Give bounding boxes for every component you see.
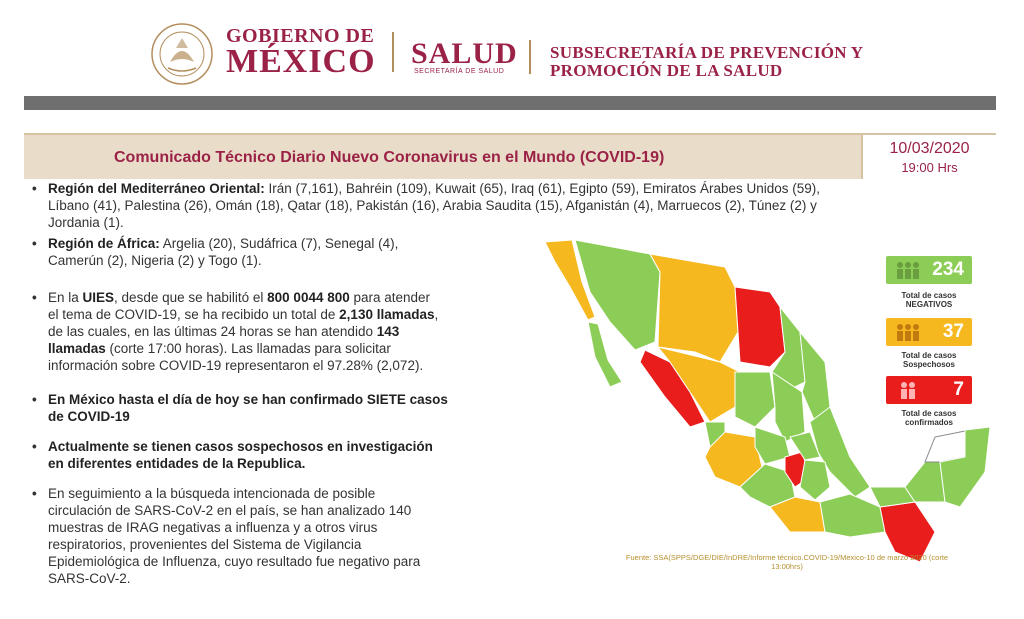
divider (529, 40, 531, 74)
state-puebla (800, 460, 830, 500)
page-title: Comunicado Técnico Diario Nuevo Coronavirus en el Mundo (COVID-19) (114, 149, 665, 166)
confirmados-badge (886, 376, 972, 404)
sospechosos-count: 37 (942, 321, 964, 342)
state-zacatecas (735, 372, 775, 427)
date-box (861, 133, 996, 179)
report-date: 10/03/2020 (889, 140, 970, 157)
sospechosos-label: Total de casos Sospechosos (901, 351, 957, 369)
gobierno-line1: GOBIERNO DE (226, 25, 375, 47)
person-icon (894, 380, 922, 400)
negativos-label: Total de casos NEGATIVOS (901, 291, 957, 309)
source-note: Fuente: SSA(SPPS/DGE/DIE/InDRE/Informe técnico.COVID-19/Mexico-10 de marzo 2020 (corte 13:00hrs) (625, 553, 949, 571)
state-coahuila (735, 287, 785, 367)
state-tamaulipas (800, 332, 830, 422)
report-time: 19:00 Hrs (901, 160, 958, 175)
state-oaxaca (820, 494, 885, 537)
title-bar (24, 133, 996, 179)
subsecretaria: SUBSECRETARÍA DE PREVENCIÓN Y PROMOCIÓN DE LA SALUD (550, 43, 864, 80)
state-baja-california-sur (588, 322, 622, 387)
sospechosos-badge (886, 318, 972, 346)
gobierno-line2: MÉXICO (226, 43, 376, 80)
header (0, 0, 1024, 95)
negativos-badge (886, 256, 972, 284)
people-icon (894, 322, 922, 342)
people-icon (894, 260, 922, 280)
state-chihuahua (650, 254, 738, 362)
negativos-count: 234 (932, 259, 964, 280)
state-campeche (905, 462, 945, 502)
mexico-seal-icon (150, 22, 214, 86)
confirmados-count: 7 (953, 379, 964, 400)
confirmados-label: Total de casos confirmados (901, 409, 957, 427)
state-sonora (575, 240, 660, 350)
salud-logo: SALUD (411, 37, 518, 70)
gray-divider-bar (24, 96, 996, 110)
salud-subtitle: SECRETARÍA DE SALUD (414, 68, 505, 75)
divider (392, 32, 394, 72)
